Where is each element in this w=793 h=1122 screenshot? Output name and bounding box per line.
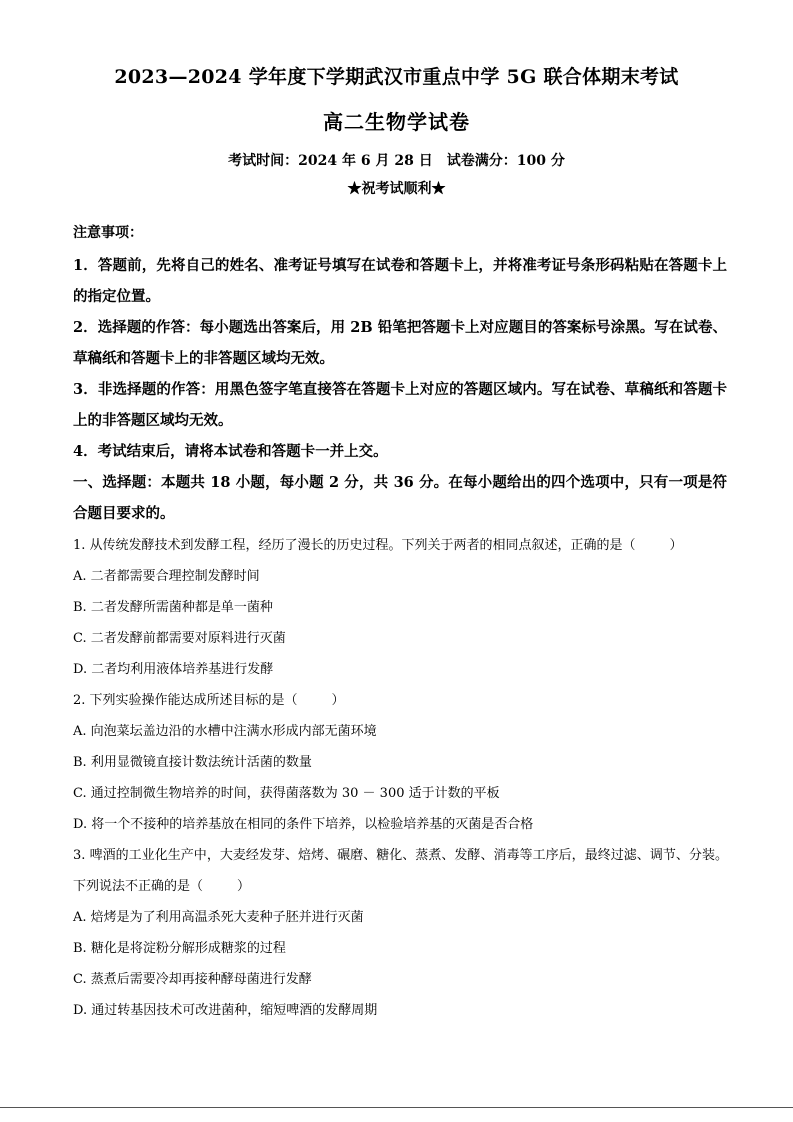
option-b: B. 二者发酵所需菌种都是单一菌种 — [73, 600, 273, 615]
question-stem — [73, 685, 728, 716]
option-a: A. 焙烤是为了利用高温杀死大麦种子胚并进行灭菌 — [73, 910, 364, 925]
note-item: 1．答题前，先将自己的姓名、准考证号填写在试卷和答题卡上，并将准考证号条形码粘贴在答题卡上的指定位置。 — [73, 257, 727, 305]
note-item: 4．考试结束后，请将本试卷和答题卡一并上交。 — [73, 443, 388, 460]
option-b: B. 糖化是将淀粉分解形成糖浆的过程 — [73, 941, 286, 956]
option-c: C. 通过控制微生物培养的时间，获得菌落数为 30 － 300 适于计数的平板 — [73, 786, 500, 801]
question-stem-end: ） — [237, 879, 251, 894]
notes-title: 注意事项： — [73, 225, 143, 241]
question-stem-text: 3. 啤酒的工业化生产中，大麦经发芽、焙烤、碾磨、糖化、蒸煮、发酵、消毒等工序后，最终过滤、调节、分装。下列说法不正确的是（ — [73, 848, 728, 894]
section-heading: 一、选择题：本题共 18 小题，每小题 2 分，共 36 分。在每小题给出的四个选项中，只有一项是符合题目要求的。 — [73, 474, 727, 522]
page-bottom-divider — [0, 1107, 793, 1108]
option-a: A. 二者都需要合理控制发酵时间 — [73, 569, 260, 584]
option-a: A. 向泡菜坛盖边沿的水槽中注满水形成内部无菌环境 — [73, 724, 377, 739]
question-stem — [73, 840, 728, 902]
question-stem-end: ） — [669, 538, 683, 553]
option-d: D. 将一个不接种的培养基放在相同的条件下培养，以检验培养基的灭菌是否合格 — [73, 817, 534, 832]
note-item: 2．选择题的作答：每小题选出答案后，用 2B 铅笔把答题卡上对应题目的答案标号涂黑。写在试卷、草稿纸和答题卡上的非答题区域均无效。 — [73, 319, 727, 367]
question-stem-text: 2. 下列实验操作能达成所述目标的是（ — [73, 693, 298, 708]
exam-title: 2023—2024 学年度下学期武汉市重点中学 5G 联合体期末考试 — [114, 66, 679, 88]
question-stem — [73, 530, 728, 561]
note-item: 3．非选择题的作答：用黑色签字笔直接答在答题卡上对应的答题区域内。写在试卷、草稿纸和答题卡上的非答题区域均无效。 — [73, 381, 727, 429]
question-stem-end: ） — [331, 693, 345, 708]
option-d: D. 二者均利用液体培养基进行发酵 — [73, 662, 274, 677]
option-d: D. 通过转基因技术可改进菌种，缩短啤酒的发酵周期 — [73, 1003, 378, 1018]
exam-subtitle: 高二生物学试卷 — [323, 110, 470, 134]
option-b: B. 利用显微镜直接计数法统计活菌的数量 — [73, 755, 312, 770]
question-stem-text: 1. 从传统发酵技术到发酵工程，经历了漫长的历史过程。下列关于两者的相同点叙述，正确的是（ — [73, 538, 636, 553]
option-c: C. 蒸煮后需要冷却再接种酵母菌进行发酵 — [73, 972, 312, 987]
exam-info: 考试时间：2024 年 6 月 28 日 试卷满分：100 分 — [228, 153, 565, 169]
blessing-line: ★祝考试顺利★ — [347, 181, 446, 197]
option-c: C. 二者发酵前都需要对原料进行灭菌 — [73, 631, 286, 646]
